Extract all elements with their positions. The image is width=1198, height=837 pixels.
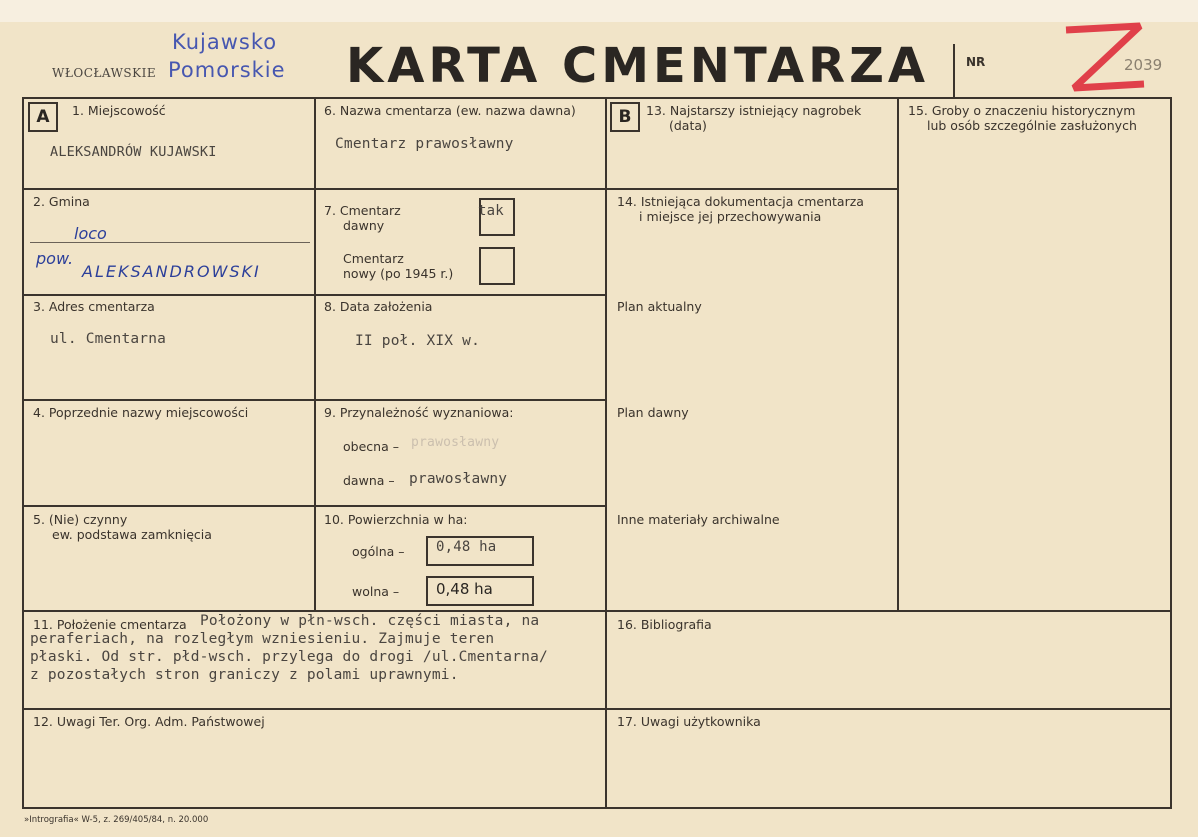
plan-former-label: Plan dawny	[617, 405, 689, 420]
province-stamp-line2: Pomorskie	[168, 58, 286, 82]
field-15-label-line2: lub osób szczególnie zasłużonych	[927, 118, 1137, 133]
field-9-label: 9. Przynależność wyznaniowa:	[324, 405, 514, 420]
field-9-former-label: dawna –	[343, 473, 395, 488]
field-8-label: 8. Data założenia	[324, 299, 433, 314]
field-10-free-label: wolna –	[352, 584, 400, 599]
field-9-current-value: prawosławny	[411, 435, 500, 450]
other-archival-label: Inne materiały archiwalne	[617, 512, 780, 527]
field-11-line4: z pozostałych stron graniczy z polami uprawnymi.	[30, 667, 459, 683]
rule-bottom	[22, 807, 1172, 809]
checkbox-new-cemetery[interactable]	[479, 247, 515, 285]
rule-row3	[22, 399, 607, 401]
field-13-label-line2: (data)	[669, 118, 707, 133]
field-1-value: ALEKSANDRÓW KUJAWSKI	[50, 144, 217, 160]
field-13-label-line1: 13. Najstarszy istniejący nagrobek	[646, 103, 862, 118]
field-3-value: ul. Cmentarna	[50, 331, 167, 347]
field-6-label: 6. Nazwa cmentarza (ew. nazwa dawna)	[324, 103, 576, 118]
rule-col2	[605, 97, 607, 807]
rule-top	[22, 97, 1172, 99]
field-2-label: 2. Gmina	[33, 194, 90, 209]
rule-col1	[314, 97, 316, 611]
field-2-value-line1: loco	[74, 224, 107, 243]
field-11-line1: Położony w płn-wsch. części miasta, na	[200, 613, 540, 629]
rule-row1-b	[607, 188, 899, 190]
field-15-label-line1: 15. Groby o znaczeniu historycznym	[908, 103, 1136, 118]
field-9-current-label: obecna –	[343, 439, 399, 454]
field-5-label-line2: ew. podstawa zamknięcia	[52, 527, 212, 542]
section-a-marker: A	[28, 102, 58, 132]
field-7-label-line2: dawny	[343, 218, 385, 233]
rule-row4	[22, 505, 607, 507]
page-title: KARTA CMENTARZA	[346, 38, 930, 94]
rule-left	[22, 97, 24, 809]
field-14-label-line1: 14. Istniejąca dokumentacja cmentarza	[617, 194, 864, 209]
field-16-label: 16. Bibliografia	[617, 617, 712, 632]
footer-imprint: »Intrografia« W-5, z. 269/405/84, n. 20.000	[24, 815, 209, 825]
field-6-value: Cmentarz prawosławny	[335, 136, 514, 152]
field-10-label: 10. Powierzchnia w ha:	[324, 512, 468, 527]
field-1-label: 1. Miejscowość	[72, 103, 166, 118]
nr-label: NR	[966, 55, 986, 69]
field-10-total-value: 0,48 ha	[436, 539, 497, 555]
rule-right	[1170, 97, 1172, 809]
field-5-label-line1: 5. (Nie) czynny	[33, 512, 128, 527]
field-11-line3: płaski. Od str. płd-wsch. przylega do drogi /ul.Cmentarna/	[30, 649, 548, 665]
field-3-label: 3. Adres cmentarza	[33, 299, 155, 314]
province-printed: WŁOCŁAWSKIE	[52, 66, 157, 80]
nr-divider	[953, 44, 955, 98]
field-7-label-line1: 7. Cmentarz	[324, 203, 401, 218]
field-9-former-value: prawosławny	[409, 471, 508, 487]
field-2-value-prefix: pow.	[36, 249, 74, 268]
province-stamp-line1: Kujawsko	[172, 30, 278, 54]
plan-current-label: Plan aktualny	[617, 299, 702, 314]
field-14-label-line2: i miejsce jej przechowywania	[639, 209, 822, 224]
rule-row5	[22, 610, 1172, 612]
field-11-label: 11. Położenie cmentarza	[33, 617, 187, 632]
field-7-new-label-line2: nowy (po 1945 r.)	[343, 266, 454, 281]
rule-row2	[22, 294, 607, 296]
section-b-marker: B	[610, 102, 640, 132]
field-12-label: 12. Uwagi Ter. Org. Adm. Państwowej	[33, 714, 265, 729]
top-edge-strip	[0, 0, 1198, 22]
field-17-label: 17. Uwagi użytkownika	[617, 714, 761, 729]
rule-col3	[897, 97, 899, 611]
gmina-underline	[30, 242, 310, 243]
field-4-label: 4. Poprzednie nazwy miejscowości	[33, 405, 249, 420]
field-10-free-value: 0,48 ha	[436, 580, 493, 598]
rule-row6	[22, 708, 1172, 710]
field-2-value-line2: ALEKSANDROWSKI	[82, 262, 261, 281]
rule-row1	[22, 188, 607, 190]
nr-number: 2039	[1124, 56, 1163, 74]
field-8-value: II poł. XIX w.	[355, 333, 481, 349]
checkbox-old-cemetery-value: tak	[478, 203, 504, 219]
field-10-total-label: ogólna –	[352, 544, 405, 559]
field-7-new-label-line1: Cmentarz	[343, 251, 404, 266]
field-11-line2: peraferiach, na rozległym wzniesieniu. Zajmuje teren	[30, 631, 495, 647]
